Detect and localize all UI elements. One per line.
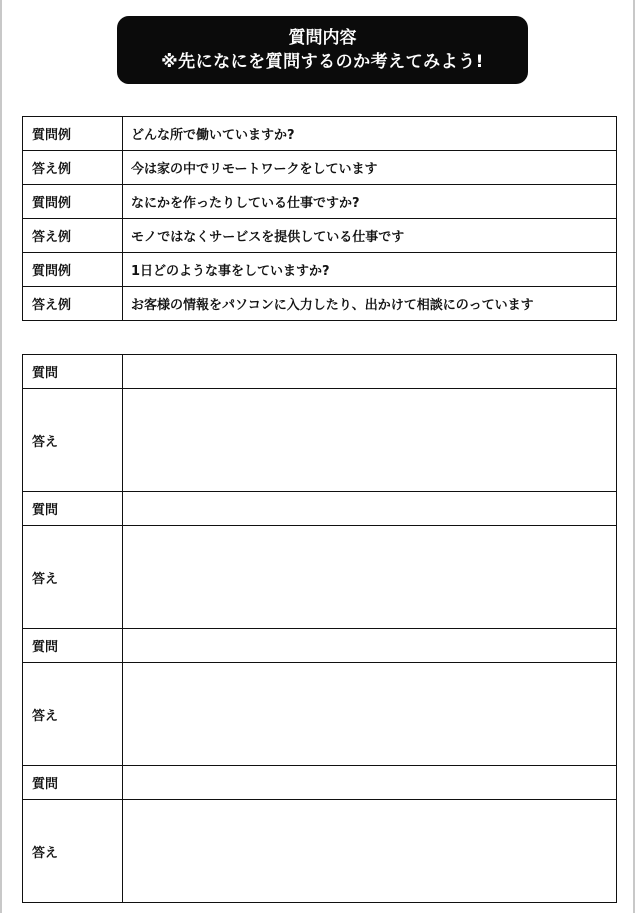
question-label: 質問 xyxy=(23,766,123,800)
answer-row xyxy=(23,800,617,903)
examples-table xyxy=(22,116,617,321)
question-field[interactable] xyxy=(123,766,617,800)
question-label: 質問 xyxy=(23,629,123,663)
page-edge-left xyxy=(0,0,2,913)
question-row xyxy=(23,355,617,389)
worksheet-table xyxy=(22,354,617,903)
question-field[interactable] xyxy=(123,629,617,663)
example-text: どんな所で働いていますか? xyxy=(123,117,617,151)
example-label: 答え例 xyxy=(23,219,123,253)
example-text: 1日どのような事をしていますか? xyxy=(123,253,617,287)
question-row xyxy=(23,766,617,800)
question-field[interactable] xyxy=(123,355,617,389)
question-row xyxy=(23,629,617,663)
example-text: 今は家の中でリモートワークをしています xyxy=(123,151,617,185)
title-banner xyxy=(117,16,528,84)
answer-label: 答え xyxy=(23,800,123,903)
answer-row xyxy=(23,389,617,492)
answer-label: 答え xyxy=(23,663,123,766)
question-field[interactable] xyxy=(123,492,617,526)
example-label: 答え例 xyxy=(23,151,123,185)
example-row xyxy=(23,219,617,253)
answer-field[interactable] xyxy=(123,663,617,766)
example-text: お客様の情報をパソコンに入力したり、出かけて相談にのっています xyxy=(123,287,617,321)
answer-field[interactable] xyxy=(123,389,617,492)
example-label: 質問例 xyxy=(23,185,123,219)
answer-label: 答え xyxy=(23,526,123,629)
answer-row xyxy=(23,526,617,629)
question-label: 質問 xyxy=(23,492,123,526)
example-row xyxy=(23,287,617,321)
example-row xyxy=(23,185,617,219)
example-text: モノではなくサービスを提供している仕事です xyxy=(123,219,617,253)
answer-field[interactable] xyxy=(123,800,617,903)
example-row xyxy=(23,151,617,185)
question-label: 質問 xyxy=(23,355,123,389)
answer-row xyxy=(23,663,617,766)
question-row xyxy=(23,492,617,526)
answer-label: 答え xyxy=(23,389,123,492)
example-label: 質問例 xyxy=(23,117,123,151)
example-text: なにかを作ったりしている仕事ですか? xyxy=(123,185,617,219)
example-label: 答え例 xyxy=(23,287,123,321)
answer-field[interactable] xyxy=(123,526,617,629)
title-line-1: 質問内容 xyxy=(288,28,357,48)
example-row xyxy=(23,117,617,151)
example-label: 質問例 xyxy=(23,253,123,287)
title-line-2: ※先になにを質問するのか考えてみよう! xyxy=(161,52,484,72)
example-row xyxy=(23,253,617,287)
